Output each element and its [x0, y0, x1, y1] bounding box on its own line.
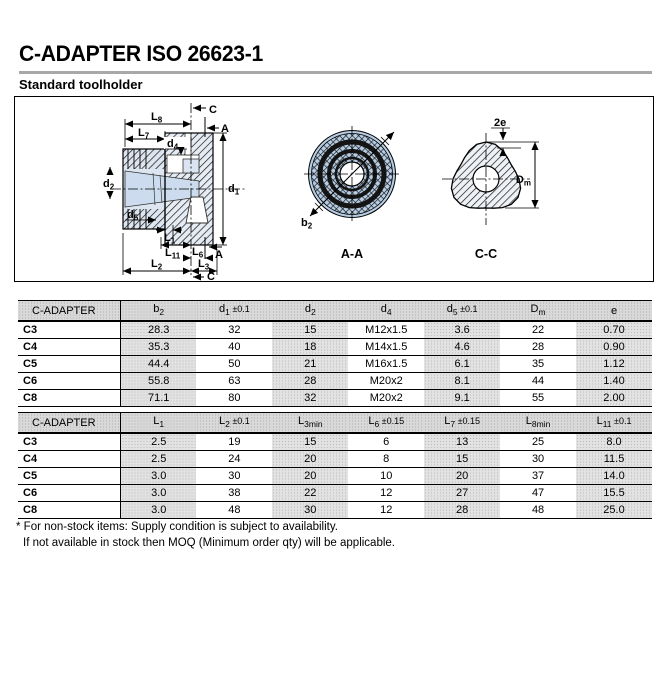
row-label: C3 — [18, 433, 121, 451]
table-cell: 27 — [424, 485, 500, 502]
table-cell: 12 — [348, 485, 424, 502]
table-cell: 3.0 — [121, 502, 197, 519]
table-cell: 15.5 — [576, 485, 652, 502]
dimension-table-2 — [18, 412, 652, 519]
table-cell: 0.70 — [576, 321, 652, 339]
footnote — [16, 519, 395, 551]
table-cell: 28 — [500, 339, 576, 356]
table-cell: 32 — [196, 321, 272, 339]
table-row — [18, 502, 652, 519]
table-cell: 37 — [500, 468, 576, 485]
table-cell: 14.0 — [576, 468, 652, 485]
dim-label-d5: $d_5$ — [127, 209, 139, 223]
table-cell: 9.1 — [424, 390, 500, 407]
row-label: C4 — [18, 451, 121, 468]
row-label: C6 — [18, 373, 121, 390]
table-cell: 20 — [272, 451, 348, 468]
row-label: C8 — [18, 390, 121, 407]
table-cell: 13 — [424, 433, 500, 451]
side-view — [103, 103, 247, 281]
dim-label-l1: $L_1$ — [164, 232, 176, 246]
caption-cc: C-C — [474, 247, 498, 261]
dim-label-c-bottom: C — [207, 271, 215, 281]
table-cell: M20x2 — [348, 373, 424, 390]
col-header: $d_2$ — [272, 301, 348, 322]
table-row — [18, 451, 652, 468]
table-cell: 10 — [348, 468, 424, 485]
table-cell: 15 — [424, 451, 500, 468]
table-cell: 22 — [272, 485, 348, 502]
table-cell: 25.0 — [576, 502, 652, 519]
table-cell: 20 — [424, 468, 500, 485]
header-row — [18, 413, 652, 434]
footnote-line-1: * For non-stock items: Supply condition is subject to availability. — [16, 521, 338, 533]
col-header: $L_6 \pm 0.15$ — [348, 413, 424, 434]
table-cell: 32 — [272, 390, 348, 407]
table-cell: 8.1 — [424, 373, 500, 390]
table-cell: M14x1.5 — [348, 339, 424, 356]
col-header-adapter: C-ADAPTER — [18, 301, 121, 322]
table-cell: 44.4 — [121, 356, 197, 373]
table-cell: M12x1.5 — [348, 321, 424, 339]
dim-label-l7: $L_7$ — [138, 127, 150, 141]
dim-label-a-top: A — [221, 123, 229, 135]
table-cell: 40 — [196, 339, 272, 356]
row-label: C3 — [18, 321, 121, 339]
dim-label-l8: $L_8$ — [151, 111, 163, 125]
dim-label-b2: $b_2$ — [301, 217, 313, 231]
table-cell: 35.3 — [121, 339, 197, 356]
table-row — [18, 433, 652, 451]
table-cell: 25 — [500, 433, 576, 451]
col-header: $L_1$ — [121, 413, 197, 434]
table-cell: 30 — [196, 468, 272, 485]
table-cell: 44 — [500, 373, 576, 390]
table-cell: 30 — [500, 451, 576, 468]
table-cell: 6 — [348, 433, 424, 451]
table-cell: 8 — [348, 451, 424, 468]
dim-label-l11: $L_{11}$ — [165, 247, 181, 261]
dim-label-dm: $D_m$ — [515, 174, 531, 188]
table-cell: 22 — [500, 321, 576, 339]
table-row — [18, 321, 652, 339]
dim-label-d2: $d_2$ — [103, 178, 115, 192]
title-rule — [19, 71, 652, 74]
col-header: $L_{3min}$ — [272, 413, 348, 434]
dim-label-d1: $d_1$ — [228, 183, 240, 197]
page-subtitle: Standard toolholder — [19, 77, 143, 92]
col-header: $d_4$ — [348, 301, 424, 322]
dim-label-c-top: C — [209, 104, 217, 116]
table-cell: 38 — [196, 485, 272, 502]
section-view-aa — [301, 126, 400, 261]
col-header: $L_7 \pm 0.15$ — [424, 413, 500, 434]
section-view-cc — [442, 117, 539, 261]
table-cell: 35 — [500, 356, 576, 373]
dim-label-l2: $L_2$ — [151, 258, 163, 272]
table-cell: 15 — [272, 433, 348, 451]
col-header-adapter: C-ADAPTER — [18, 413, 121, 434]
table-cell: 1.40 — [576, 373, 652, 390]
technical-drawing — [15, 97, 653, 281]
dim-label-d4: $d_4$ — [167, 138, 179, 152]
table-cell: 0.90 — [576, 339, 652, 356]
col-header: $L_{11} \pm 0.1$ — [576, 413, 652, 434]
table-cell: 4.6 — [424, 339, 500, 356]
col-header: e — [576, 301, 652, 322]
table-cell: 2.5 — [121, 433, 197, 451]
row-label: C6 — [18, 485, 121, 502]
table-cell: 11.5 — [576, 451, 652, 468]
row-label: C8 — [18, 502, 121, 519]
table-row — [18, 339, 652, 356]
page-title: C-ADAPTER ISO 26623-1 — [19, 41, 263, 66]
table-cell: 30 — [272, 502, 348, 519]
table-cell: 3.0 — [121, 468, 197, 485]
table-cell: 1.12 — [576, 356, 652, 373]
table-cell: 28 — [272, 373, 348, 390]
table-cell: 12 — [348, 502, 424, 519]
table-cell: 55.8 — [121, 373, 197, 390]
row-label: C5 — [18, 356, 121, 373]
table-cell: M16x1.5 — [348, 356, 424, 373]
table-cell: 2.00 — [576, 390, 652, 407]
row-label: C5 — [18, 468, 121, 485]
table-cell: 55 — [500, 390, 576, 407]
header-row — [18, 301, 652, 322]
table-cell: 80 — [196, 390, 272, 407]
col-header: $L_{8min}$ — [500, 413, 576, 434]
footnote-line-2: If not available in stock then MOQ (Minimum order qty) will be applicable. — [23, 537, 395, 549]
table-cell: 63 — [196, 373, 272, 390]
table-row — [18, 468, 652, 485]
row-label: C4 — [18, 339, 121, 356]
table-row — [18, 485, 652, 502]
table-cell: M20x2 — [348, 390, 424, 407]
table-cell: 48 — [196, 502, 272, 519]
table-row — [18, 373, 652, 390]
dim-label-l6: $L_6$ — [192, 246, 204, 260]
table-cell: 48 — [500, 502, 576, 519]
table-cell: 2.5 — [121, 451, 197, 468]
col-header: $b_2$ — [121, 301, 197, 322]
table-cell: 21 — [272, 356, 348, 373]
table-cell: 28.3 — [121, 321, 197, 339]
dim-label-a-bottom: A — [215, 249, 223, 261]
dim-label-l3: $L_3$ — [198, 258, 210, 272]
table-row — [18, 356, 652, 373]
col-header: $d_1 \pm 0.1$ — [196, 301, 272, 322]
technical-drawing-frame — [14, 96, 654, 282]
col-header: $D_m$ — [500, 301, 576, 322]
table-cell: 6.1 — [424, 356, 500, 373]
table-cell: 18 — [272, 339, 348, 356]
table-cell: 50 — [196, 356, 272, 373]
dim-label-2e: 2e — [494, 117, 507, 129]
table-cell: 19 — [196, 433, 272, 451]
col-header: $L_2 \pm 0.1$ — [196, 413, 272, 434]
table-cell: 28 — [424, 502, 500, 519]
table-cell: 24 — [196, 451, 272, 468]
table-cell: 3.0 — [121, 485, 197, 502]
caption-aa: A-A — [340, 247, 364, 261]
table-cell: 3.6 — [424, 321, 500, 339]
table-cell: 71.1 — [121, 390, 197, 407]
table-cell: 20 — [272, 468, 348, 485]
table-cell: 8.0 — [576, 433, 652, 451]
table-row — [18, 390, 652, 407]
table-cell: 47 — [500, 485, 576, 502]
table-cell: 15 — [272, 321, 348, 339]
dimension-table-1 — [18, 300, 652, 407]
col-header: $d_5 \pm 0.1$ — [424, 301, 500, 322]
